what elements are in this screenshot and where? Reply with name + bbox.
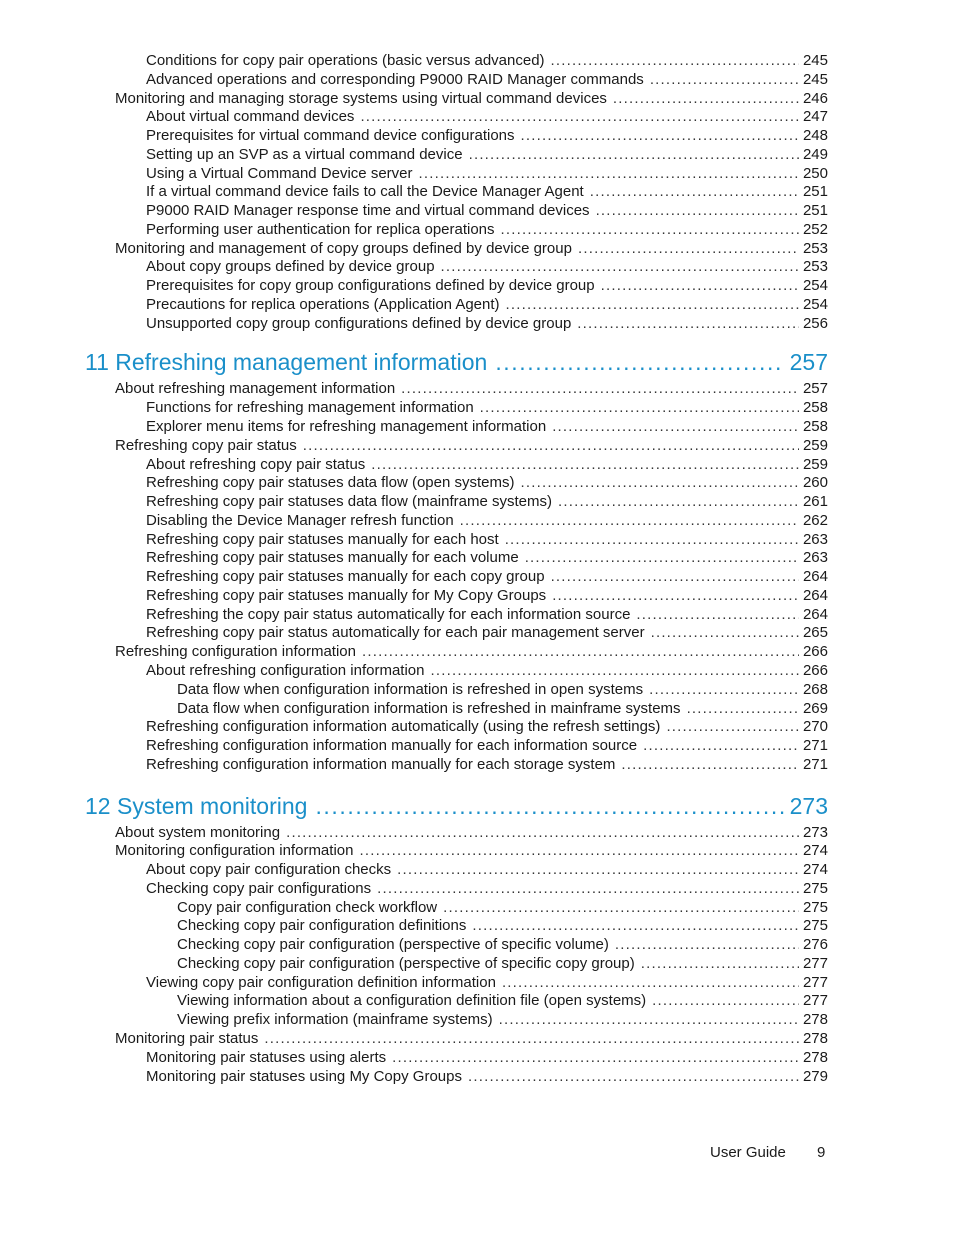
toc-entry-title: Advanced operations and corresponding P9000 RAID Manager commands (146, 70, 644, 88)
toc-entry[interactable] (0, 974, 954, 993)
dot-leader (621, 756, 799, 775)
toc-entry-title: Refreshing copy pair statuses data flow (mainframe systems) (146, 493, 552, 511)
dot-leader (359, 842, 799, 861)
toc-entry-page-number: 256 (802, 314, 828, 332)
dot-leader (377, 880, 799, 899)
toc-entry[interactable] (0, 277, 954, 296)
toc-entry-title: Disabling the Device Manager refresh function (146, 511, 454, 529)
toc-entry-page-number: 248 (802, 127, 828, 145)
toc-entry-page-number: 264 (802, 586, 828, 604)
dot-leader (501, 221, 799, 240)
toc-entry-title: Refreshing copy pair statuses manually for My Copy Groups (146, 586, 547, 604)
toc-entry-page-number: 252 (802, 220, 828, 238)
dot-leader (649, 681, 799, 700)
dot-leader (443, 899, 799, 918)
toc-entry-title: Monitoring and management of copy groups defined by device group (115, 239, 572, 257)
toc-entry-title: Monitoring configuration information (115, 842, 354, 860)
dot-leader (558, 493, 799, 512)
toc-entry[interactable] (0, 936, 954, 955)
toc-entry[interactable] (0, 861, 954, 880)
footer-page-number: 9 (817, 1144, 826, 1161)
dot-leader (502, 974, 799, 993)
toc-entry[interactable] (0, 568, 954, 587)
toc-entry[interactable] (0, 437, 954, 456)
chapter-page-number: 273 (789, 792, 828, 819)
dot-leader (419, 165, 799, 184)
dot-leader (525, 549, 799, 568)
toc-entry-title: Data flow when configuration information is refreshed in mainframe systems (177, 699, 681, 717)
toc-entry-title: Functions for refreshing management information (146, 399, 474, 417)
toc-entry-page-number: 278 (802, 1011, 828, 1029)
dot-leader (392, 1049, 799, 1068)
toc-entry[interactable] (0, 624, 954, 643)
toc-entry-page-number: 263 (802, 549, 828, 567)
dot-leader (431, 662, 799, 681)
dot-leader (286, 824, 799, 843)
toc-entry[interactable] (0, 183, 954, 202)
dot-leader (303, 437, 799, 456)
dot-leader (521, 127, 799, 146)
toc-entry-title: About copy groups defined by device group (146, 258, 435, 276)
dot-leader (499, 1011, 799, 1030)
toc-entry[interactable] (0, 880, 954, 899)
toc-entry-title: Refreshing configuration information manually for each information source (146, 737, 638, 755)
dot-leader (371, 456, 799, 475)
toc-entry[interactable] (0, 90, 954, 109)
toc-entry[interactable] (0, 1030, 954, 1049)
dot-leader (362, 643, 799, 662)
toc-entry-title: Monitoring pair status (115, 1029, 259, 1047)
dot-leader (397, 861, 799, 880)
toc-entry-page-number: 260 (802, 474, 828, 492)
toc-entry[interactable] (0, 1068, 954, 1087)
toc-entry[interactable] (0, 512, 954, 531)
toc-entry-page-number: 277 (802, 954, 828, 972)
dot-leader (552, 418, 799, 437)
toc-entry-title: Unsupported copy group configurations defined by device group (146, 314, 572, 332)
toc-entry-title: P9000 RAID Manager response time and virtual command devices (146, 202, 590, 220)
chapter-11-entries (0, 380, 954, 774)
toc-entry-page-number: 250 (802, 164, 828, 182)
toc-entry-title: Refreshing configuration information (115, 643, 356, 661)
toc-entry-page-number: 247 (802, 108, 828, 126)
toc-entry-page-number: 274 (802, 861, 828, 879)
toc-entry-title: Viewing copy pair configuration definition information (146, 973, 496, 991)
dot-leader (601, 277, 799, 296)
toc-entry[interactable] (0, 587, 954, 606)
toc-entry-title: About refreshing copy pair status (146, 455, 366, 473)
dot-leader (590, 183, 799, 202)
toc-entry[interactable] (0, 474, 954, 493)
toc-entry-title: Refreshing configuration information manually for each storage system (146, 755, 616, 773)
toc-entry[interactable] (0, 899, 954, 918)
toc-entry-page-number: 257 (802, 380, 828, 398)
toc-entry-title: Prerequisites for copy group configurations defined by device group (146, 277, 595, 295)
toc-entry-title: Viewing prefix information (mainframe systems) (177, 1011, 493, 1029)
toc-entry-title: Monitoring pair statuses using My Copy Groups (146, 1067, 462, 1085)
dot-leader (651, 624, 799, 643)
toc-entry[interactable] (0, 71, 954, 90)
toc-section-continued (0, 52, 954, 333)
dot-leader (551, 52, 799, 71)
toc-entry-title: Explorer menu items for refreshing management information (146, 418, 547, 436)
toc-entry-page-number: 277 (802, 992, 828, 1010)
toc-entry-page-number: 275 (802, 917, 828, 935)
toc-entry[interactable] (0, 549, 954, 568)
toc-entry-page-number: 258 (802, 399, 828, 417)
chapter-heading-12[interactable] (0, 788, 954, 824)
dot-leader (495, 344, 783, 380)
toc-entry-title: Monitoring and managing storage systems using virtual command devices (115, 89, 607, 107)
toc-entry-title: Refreshing configuration information automatically (using the refresh settings) (146, 718, 661, 736)
dot-leader (613, 90, 799, 109)
toc-entry[interactable] (0, 493, 954, 512)
chapter-12-entries (0, 824, 954, 1087)
toc-entry[interactable] (0, 643, 954, 662)
dot-leader (666, 718, 799, 737)
toc-entry[interactable] (0, 955, 954, 974)
toc-entry-title: Refreshing copy pair statuses data flow (open systems) (146, 474, 515, 492)
dot-leader (650, 71, 799, 90)
dot-leader (315, 788, 783, 824)
toc-entry-page-number: 246 (802, 89, 828, 107)
toc-entry-page-number: 261 (802, 493, 828, 511)
toc-entry-page-number: 271 (802, 737, 828, 755)
dot-leader (552, 587, 799, 606)
toc-entry[interactable] (0, 662, 954, 681)
toc-entry-page-number: 262 (802, 511, 828, 529)
toc-entry-title: Data flow when configuration information is refreshed in open systems (177, 680, 644, 698)
toc-entry[interactable] (0, 127, 954, 146)
dot-leader (641, 955, 799, 974)
toc-entry-title: Refreshing the copy pair status automatically for each information source (146, 605, 631, 623)
dot-leader (551, 568, 799, 587)
toc-entry-title: Precautions for replica operations (Application Agent) (146, 295, 500, 313)
toc-entry-title: Monitoring pair statuses using alerts (146, 1048, 387, 1066)
toc-entry-title: Refreshing copy pair statuses manually for each volume (146, 549, 519, 567)
toc-entry-title: Checking copy pair configuration definitions (177, 917, 467, 935)
dot-leader (360, 108, 799, 127)
toc-entry-page-number: 251 (802, 202, 828, 220)
toc-entry-title: Checking copy pair configuration (perspective of specific copy group) (177, 954, 635, 972)
toc-entry[interactable] (0, 842, 954, 861)
toc-entry-page-number: 259 (802, 436, 828, 454)
toc-entry-title: About refreshing configuration information (146, 661, 425, 679)
toc-entry[interactable] (0, 737, 954, 756)
toc-entry-page-number: 251 (802, 183, 828, 201)
toc-entry-title: Checking copy pair configuration (perspective of specific volume) (177, 936, 609, 954)
chapter-title: 11 Refreshing management information (85, 349, 488, 376)
toc-entry[interactable] (0, 531, 954, 550)
toc-entry-page-number: 278 (802, 1048, 828, 1066)
toc-entry-page-number: 245 (802, 52, 828, 69)
dot-leader (441, 258, 799, 277)
toc-entry-page-number: 276 (802, 936, 828, 954)
toc-entry-title: About copy pair configuration checks (146, 861, 392, 879)
table-of-contents (0, 52, 954, 1086)
toc-entry-page-number: 263 (802, 530, 828, 548)
toc-entry-page-number: 270 (802, 718, 828, 736)
toc-entry[interactable] (0, 52, 954, 71)
toc-entry-page-number: 269 (802, 699, 828, 717)
toc-entry[interactable] (0, 824, 954, 843)
toc-entry-page-number: 254 (802, 277, 828, 295)
toc-entry-page-number: 266 (802, 661, 828, 679)
toc-entry[interactable] (0, 165, 954, 184)
toc-entry-page-number: 275 (802, 898, 828, 916)
chapter-title: 12 System monitoring (85, 792, 308, 819)
toc-entry-title: Using a Virtual Command Device server (146, 164, 413, 182)
toc-entry-title: Refreshing copy pair status automatically for each pair management server (146, 624, 645, 642)
toc-entry-page-number: 265 (802, 624, 828, 642)
dot-leader (636, 606, 799, 625)
toc-entry-page-number: 279 (802, 1067, 828, 1085)
toc-entry-page-number: 254 (802, 295, 828, 313)
toc-entry[interactable] (0, 221, 954, 240)
toc-entry-page-number: 278 (802, 1029, 828, 1047)
toc-entry-page-number: 273 (802, 823, 828, 841)
toc-entry[interactable] (0, 315, 954, 334)
toc-entry-title: Refreshing copy pair statuses manually for each host (146, 530, 499, 548)
toc-entry-title: Conditions for copy pair operations (basic versus advanced) (146, 52, 545, 69)
toc-entry[interactable] (0, 456, 954, 475)
toc-entry-title: Prerequisites for virtual command device configurations (146, 127, 515, 145)
dot-leader (577, 315, 799, 334)
toc-entry-page-number: 264 (802, 568, 828, 586)
toc-entry-title: If a virtual command device fails to call the Device Manager Agent (146, 183, 584, 201)
toc-entry[interactable] (0, 1011, 954, 1030)
dot-leader (687, 700, 799, 719)
toc-entry-page-number: 268 (802, 680, 828, 698)
toc-entry[interactable] (0, 146, 954, 165)
toc-entry[interactable] (0, 240, 954, 259)
toc-entry-page-number: 259 (802, 455, 828, 473)
dot-leader (460, 512, 799, 531)
dot-leader (596, 202, 799, 221)
dot-leader (652, 992, 799, 1011)
toc-entry-page-number: 266 (802, 643, 828, 661)
toc-entry-page-number: 264 (802, 605, 828, 623)
toc-entry-page-number: 275 (802, 879, 828, 897)
toc-entry-title: Refreshing copy pair status (115, 436, 297, 454)
toc-entry-title: Setting up an SVP as a virtual command device (146, 145, 463, 163)
toc-entry[interactable] (0, 700, 954, 719)
dot-leader (472, 917, 799, 936)
toc-entry[interactable] (0, 418, 954, 437)
toc-entry-page-number: 274 (802, 842, 828, 860)
toc-entry[interactable] (0, 380, 954, 399)
toc-entry[interactable] (0, 202, 954, 221)
chapter-heading-11[interactable] (0, 344, 954, 380)
dot-leader (264, 1030, 799, 1049)
dot-leader (468, 1068, 799, 1087)
dot-leader (521, 474, 799, 493)
toc-entry[interactable] (0, 992, 954, 1011)
dot-leader (578, 240, 799, 259)
toc-entry-title: About system monitoring (115, 823, 281, 841)
footer-label: User Guide (710, 1144, 786, 1161)
toc-entry[interactable] (0, 108, 954, 127)
toc-entry-title: Checking copy pair configurations (146, 879, 372, 897)
dot-leader (469, 146, 799, 165)
dot-leader (643, 737, 799, 756)
toc-entry-title: About refreshing management information (115, 380, 396, 398)
toc-entry[interactable] (0, 917, 954, 936)
toc-entry[interactable] (0, 296, 954, 315)
dot-leader (401, 380, 799, 399)
dot-leader (506, 296, 799, 315)
toc-entry-title: Performing user authentication for replica operations (146, 220, 495, 238)
dot-leader (505, 531, 799, 550)
toc-entry-title: Refreshing copy pair statuses manually for each copy group (146, 568, 545, 586)
dot-leader (615, 936, 799, 955)
dot-leader (480, 399, 799, 418)
toc-entry-page-number: 253 (802, 239, 828, 257)
toc-entry-title: About virtual command devices (146, 108, 355, 126)
toc-entry-page-number: 277 (802, 973, 828, 991)
toc-entry[interactable] (0, 258, 954, 277)
toc-entry[interactable] (0, 681, 954, 700)
toc-entry-page-number: 249 (802, 145, 828, 163)
toc-entry[interactable] (0, 1049, 954, 1068)
toc-entry-page-number: 245 (802, 70, 828, 88)
toc-entry[interactable] (0, 606, 954, 625)
toc-entry[interactable] (0, 756, 954, 775)
chapter-page-number: 257 (789, 349, 828, 376)
toc-entry-page-number: 258 (802, 418, 828, 436)
toc-entry[interactable] (0, 399, 954, 418)
toc-entry-title: Viewing information about a configuration definition file (open systems) (177, 992, 647, 1010)
toc-entry-page-number: 253 (802, 258, 828, 276)
toc-entry-page-number: 271 (802, 755, 828, 773)
toc-entry-title: Copy pair configuration check workflow (177, 898, 438, 916)
toc-entry[interactable] (0, 718, 954, 737)
